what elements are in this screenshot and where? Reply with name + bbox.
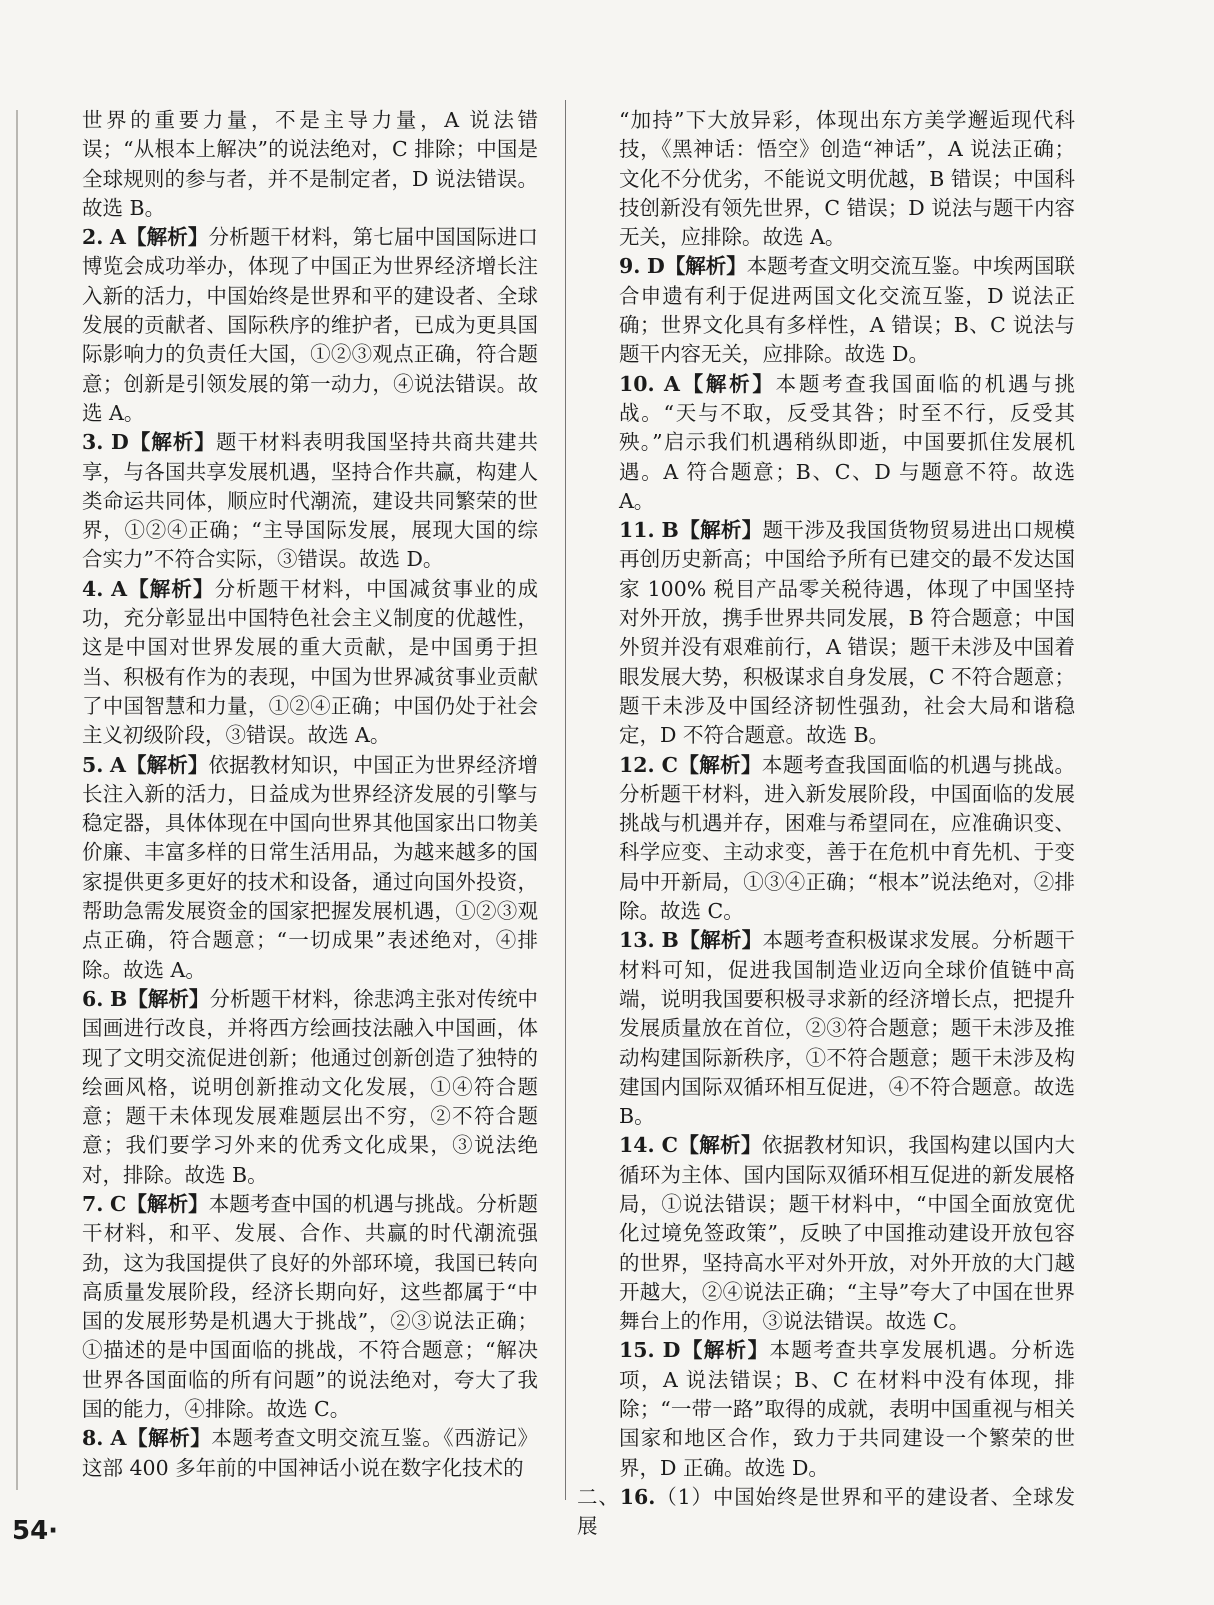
analysis-text: 依据教材知识，中国正为世界经济增长注入新的活力，日益成为世界经济发展的引擎与稳定器，具体体现在中国向世界其他国家出口物美价廉、丰富多样的日常生活用品，为越来越多的国家提供更多更好的技术和设备，通过向国外投资，帮助急需发展资金的国家把握发展机遇，①②③观点正确，符合题意；“一切成果”表述绝对，④排除。故选 A。 [82, 752, 538, 982]
answer-item [82, 1190, 538, 1424]
answer-text: （1）中国始终是世界和平的建设者、全球发展 [577, 1484, 1076, 1539]
analysis-text: 分析题干材料，中国减贫事业的成功，充分彰显出中国特色社会主义制度的优越性，这是中国对世界发展的重大贡献，是中国勇于担当、积极有作为的表现，中国为世界减贫事业贡献了中国智慧和力量，①②④正确；中国仍处于社会主义初级阶段，③错误。故选 A。 [82, 576, 538, 748]
answer-item [82, 575, 538, 751]
answer-letter: B [661, 518, 679, 543]
question-number: 11. [619, 518, 655, 543]
question-number: 8. [82, 1426, 104, 1451]
page-number: 54· [12, 1516, 59, 1546]
analysis-tag: 【解析】 [125, 225, 209, 250]
analysis-text: 本题考查我国面临的机遇与挑战。“天与不取，反受其咎；时至不行，反受其殃。”启示我们机遇稍纵即逝，中国要抓住发展机遇。A 符合题意；B、C、D 与题意不符。故选 A。 [619, 371, 1076, 513]
question-number: 5. [82, 752, 104, 777]
question-number: 14. [619, 1133, 655, 1158]
analysis-tag: 【解析】 [126, 1426, 212, 1451]
question-number: 2. [82, 225, 104, 250]
analysis-tag: 【解析】 [677, 1133, 762, 1158]
analysis-text: 题干涉及我国货物贸易进出口规模再创历史新高；中国给予所有已建交的最不发达国家 100% 税目产品零关税待遇，体现了中国坚持对外开放，携手世界共同发展，B 符合题意；中国外贸并没有艰难前行，A 错误；题干未涉及中国着眼发展大势，积极谋求自身发展，C 不符合题意；题干未涉及中国经济韧性强劲，社会大局和谐稳定，D 不符合题意。故选 B。 [619, 518, 1076, 748]
left-column [82, 106, 538, 1483]
question-number: 6. [82, 986, 104, 1011]
answer-item [82, 428, 538, 574]
answer-item [619, 252, 1075, 369]
answer-item [82, 1424, 538, 1483]
answer-letter: C [661, 1133, 678, 1158]
analysis-text: 分析题干材料，第七届中国国际进口博览会成功举办，体现了中国正为世界经济增长注入新的活力，中国始终是世界和平的建设者、全球发展的贡献者、国际秩序的维护者，已成为更具国际影响力的负责任大国，①②③观点正确，符合题意；创新是引领发展的第一动力，④说法错误。故选 A。 [82, 225, 538, 425]
analysis-tag: 【解析】 [677, 752, 762, 777]
answer-letter: A [110, 752, 126, 777]
answer-item [619, 1131, 1075, 1336]
question-number: 10. [619, 371, 655, 396]
analysis-tag: 【解析】 [128, 430, 216, 455]
answer-item [82, 223, 538, 428]
section-prefix: 二、 [577, 1484, 620, 1509]
question-number: 15. [619, 1338, 655, 1363]
question-number: 16. [619, 1484, 656, 1509]
analysis-tag: 【解析】 [126, 576, 215, 601]
page-edge-line [16, 110, 18, 1490]
analysis-tag: 【解析】 [678, 518, 763, 543]
analysis-tag: 【解析】 [679, 371, 776, 396]
answer-letter: B [661, 928, 679, 953]
answer-item [82, 751, 538, 985]
continuation-paragraph: 世界的重要力量，不是主导力量，A 说法错误；“从根本上解决”的说法绝对，C 排除；中国是全球规则的参与者，并不是制定者，D 说法错误。故选 B。 [82, 108, 538, 220]
analysis-text: 本题考查积极谋求发展。分析题干材料可知，促进我国制造业迈向全球价值链中高端，说明我国要积极寻求新的经济增长点，把提升发展质量放在首位，②③符合题意；题干未涉及推动构建国际新秩序，①不符合题意；题干未涉及构建国内国际双循环相互促进，④不符合题意。故选 B。 [619, 928, 1076, 1129]
analysis-tag: 【解析】 [678, 928, 763, 953]
analysis-text: 本题考查共享发展机遇。分析选项，A 说法错误；B、C 在材料中没有体现，排除；“一带一路”取得的成就，表明中国重视与相关国家和地区合作，致力于共同建设一个繁荣的世界，D 正确。故选 D。 [619, 1338, 1075, 1480]
analysis-text: 题干材料表明我国坚持共商共建共享，与各国共享发展机遇，坚持合作共赢，构建人类命运共同体，顺应时代潮流，建设共同繁荣的世界，①②④正确；“主导国际发展，展现大国的综合实力”不符合实际，③错误。故选 D。 [82, 430, 538, 572]
analysis-tag: 【解析】 [125, 752, 209, 777]
question-number: 12. [619, 752, 655, 777]
analysis-text: 本题考查我国面临的机遇与挑战。分析题干材料，进入新发展阶段，中国面临的发展挑战与机遇并存，困难与希望同在，应准确识变、科学应变、主动求变，善于在危机中育先机、于变局中开新局，①③④正确；“根本”说法绝对，②排除。故选 C。 [619, 752, 1075, 924]
answer-letter: A [110, 225, 126, 250]
answer-item [619, 1336, 1075, 1482]
analysis-text: 本题考查文明交流互鉴。《西游记》这部 400 多年前的中国神话小说在数字化技术的 [82, 1426, 539, 1480]
analysis-tag: 【解析】 [680, 1338, 770, 1363]
answer-letter: D [662, 1338, 681, 1363]
analysis-tag: 【解析】 [127, 986, 210, 1011]
right-column [577, 106, 1076, 1542]
answer-item [619, 370, 1075, 516]
question-number: 3. [82, 430, 104, 455]
answer-item [619, 516, 1075, 750]
answer-item [619, 751, 1075, 927]
question-number: 9. [619, 254, 641, 279]
question-number: 7. [82, 1191, 104, 1216]
column-divider [565, 100, 566, 1500]
answer-letter: C [661, 752, 678, 777]
answer-letter: D [646, 254, 665, 279]
answer-letter: B [109, 986, 128, 1011]
analysis-text: 本题考查文明交流互鉴。中埃两国联合申遗有利于促进两国文化交流互鉴，D 说法正确；世界文化具有多样性，A 错误；B、C 说法与题干内容无关，应排除。故选 D。 [619, 254, 1075, 367]
analysis-text: 本题考查中国的机遇与挑战。分析题干材料，和平、发展、合作、共赢的时代潮流强劲，这为我国提供了良好的外部环境，我国已转向高质量发展阶段，经济长期向好，这些都属于“中国的发展形势是机遇大于挑战”，②③说法正确；①描述的是中国面临的挑战，不符合题意；“解决世界各国面临的所有问题”的说法绝对，夸大了我国的能力，④排除。故选 C。 [82, 1191, 539, 1422]
answer-letter: C [110, 1191, 127, 1216]
question-number: 13. [619, 928, 655, 953]
analysis-text: 依据教材知识，我国构建以国内大循环为主体、国内国际双循环相互促进的新发展格局，①说法错误；题干材料中，“中国全面放宽优化过境免签政策”，反映了中国推动建设开放包容的世界，坚持高水平对外开放，对外开放的大门越开越大，②④说法正确；“主导”夸大了中国在世界舞台上的作用，③说法错误。故选 C。 [619, 1133, 1075, 1334]
question-number: 4. [82, 576, 104, 601]
section-two-question [577, 1483, 1075, 1542]
answer-letter: A [663, 371, 680, 396]
answer-item [82, 985, 538, 1190]
answer-letter: D [110, 430, 129, 455]
continuation-paragraph: “加持”下大放异彩，体现出东方美学邂逅现代科技，《黑神话：悟空》创造“神话”，A 说法正确；文化不分优劣，不能说文明优越，B 错误；中国科技创新没有领先世界，C 错误；D 说法与题干内容无关，应排除。故选 A。 [619, 108, 1075, 250]
analysis-text: 分析题干材料，徐悲鸿主张对传统中国画进行改良，并将西方绘画技法融入中国画，体现了文明交流促进创新；他通过创新创造了独特的绘画风格，说明创新推动文化发展，①④符合题意；题干未体现发展难题层出不穷，②不符合题意；我们要学习外来的优秀文化成果，③说法绝对，排除。故选 B。 [82, 986, 539, 1187]
answer-letter: A [111, 576, 127, 601]
analysis-tag: 【解析】 [126, 1191, 209, 1216]
analysis-tag: 【解析】 [664, 254, 747, 279]
answer-letter: A [110, 1426, 127, 1451]
answer-item [619, 926, 1075, 1131]
